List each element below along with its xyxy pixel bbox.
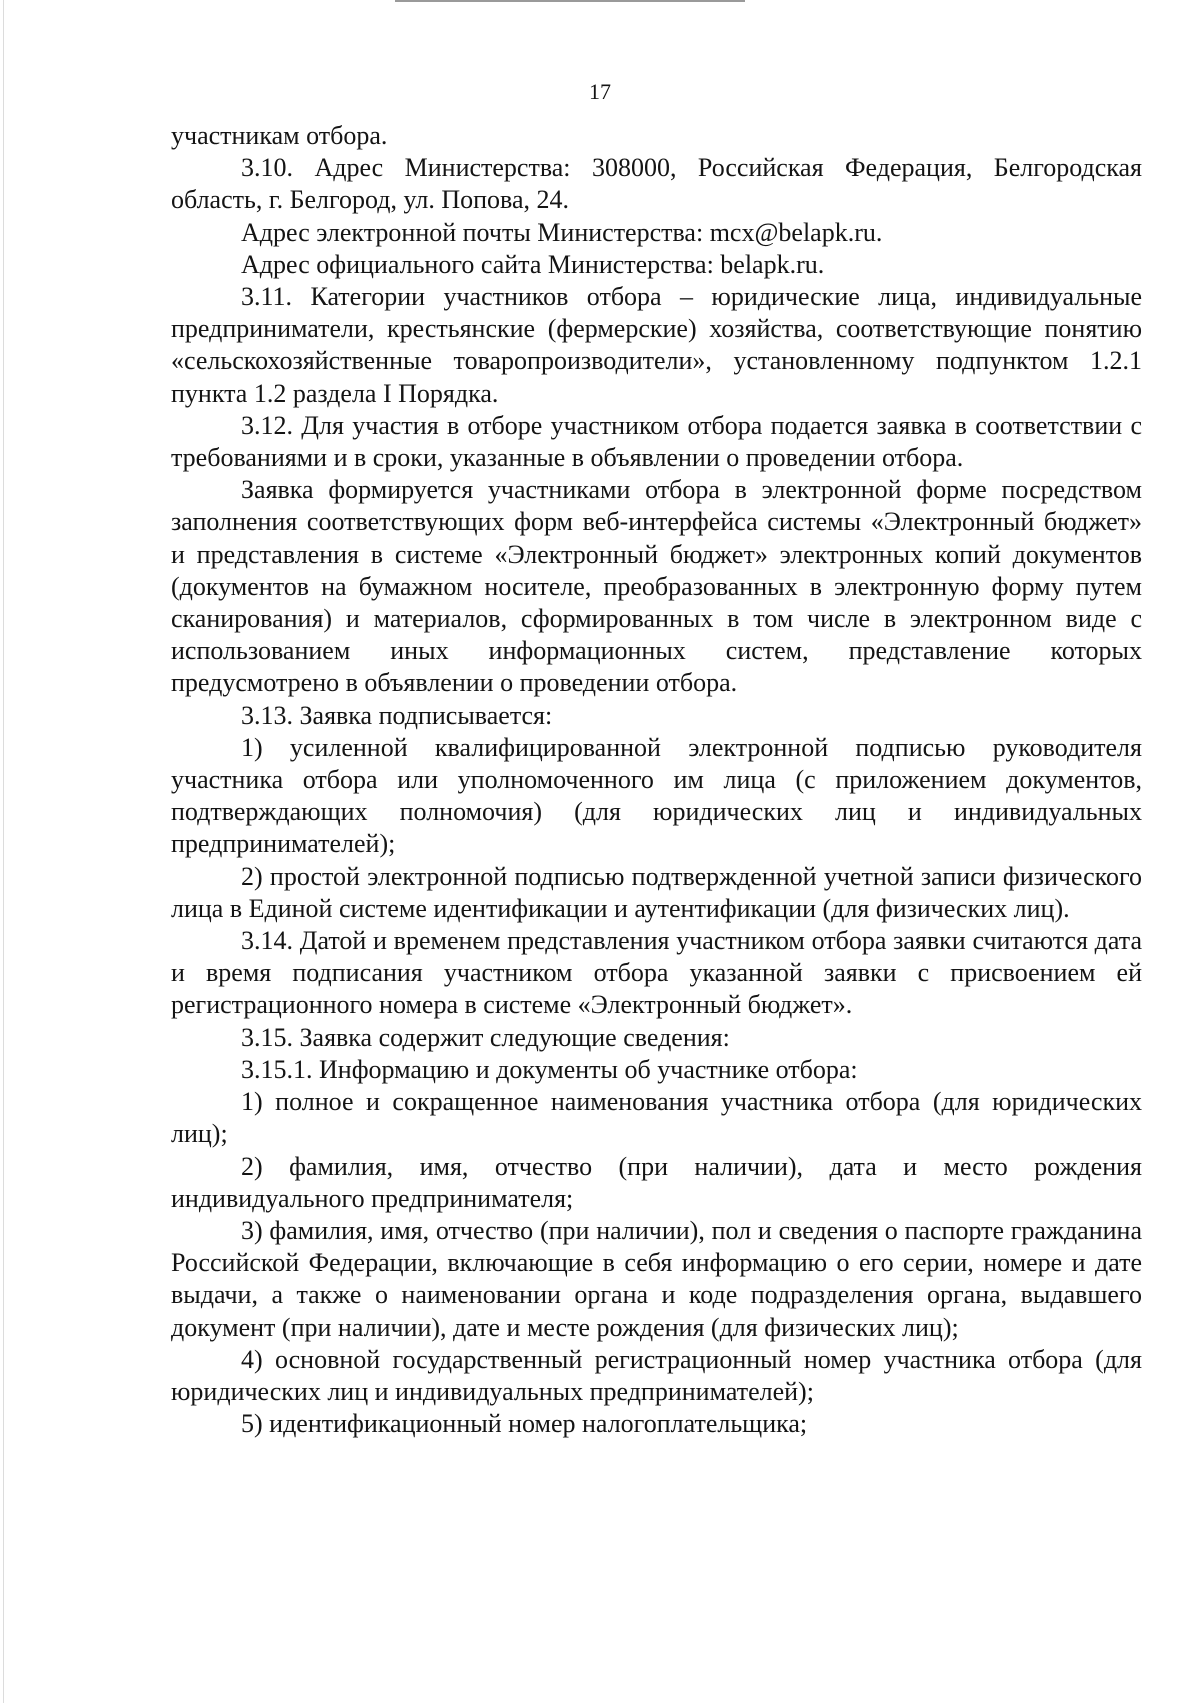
list-item: 2) фамилия, имя, отчество (при наличии), дата и место рождения индивидуального предпринимателя; <box>171 1151 1142 1213</box>
paragraph: Адрес официального сайта Министерства: belapk.ru. <box>241 249 825 279</box>
paragraph: 3.12. Для участия в отборе участником отбора подается заявка в соответствии с требованиями и в сроки, указанные в объявлении о проведении отбора. <box>171 410 1142 473</box>
paragraph: 3.14. Датой и временем представления участником отбора заявки считаются дата и время подписания участником отбора указанной заявки с присвоением ей регистрационного номера в системе «Электронный бюджет». <box>171 926 1142 1020</box>
paragraph: участникам отбора. <box>171 121 388 150</box>
list-item: 1) полное и сокращенное наименования участника отбора (для юридических лиц); <box>171 1087 1142 1149</box>
paragraph: 3.15. Заявка содержит следующие сведения: <box>241 1022 730 1052</box>
scan-edge-line <box>395 0 745 2</box>
paragraph: Адрес электронной почты Министерства: mcx@belapk.ru. <box>241 217 883 247</box>
list-item: 2) простой электронной подписью подтвержденной учетной записи физического лица в Единой системе идентификации и аутентификации (для физических лиц). <box>171 861 1142 923</box>
list-item: 3) фамилия, имя, отчество (при наличии), пол и сведения о паспорте гражданина Российской Федерации, включающие в себя информацию о его серии, номере и дате выдачи, а также о наименовании органа и коде подразделения органа, выдавшего документ (при наличии), дате и месте рождения (для физических лиц); <box>171 1215 1142 1342</box>
list-item: 4) основной государственный регистрационный номер участника отбора (для юридических лиц и индивидуальных предпринимателей); <box>171 1344 1142 1406</box>
page-number: 17 <box>589 79 611 104</box>
list-item: 1) усиленной квалифицированной электронной подписью руководителя участника отбора или уполномоченного им лица (с приложением документов, подтверждающих полномочия) (для юридических лиц и индивидуальных предпринимателей); <box>171 732 1142 859</box>
paragraph: Заявка формируется участниками отбора в электронной форме посредством заполнения соответствующих форм веб-интерфейса системы «Электронный бюджет» и представления в системе «Электронный бюджет» электронных копий документов (документов на бумажном носителе, преобразованных в электронную форму путем сканирования) и материалов, сформированных в том числе в электронном виде с использованием иных информационных систем, представление которых предусмотрено в объявлении о проведении отбора. <box>171 475 1142 698</box>
list-item: 5) идентификационный номер налогоплательщика; <box>241 1409 808 1439</box>
paragraph: 3.15.1. Информацию и документы об участнике отбора: <box>241 1054 858 1084</box>
document-body <box>171 120 1142 1440</box>
scan-left-edge <box>3 0 4 1703</box>
paragraph: 3.13. Заявка подписывается: <box>241 700 553 730</box>
paragraph: 3.10. Адрес Министерства: 308000, Российская Федерация, Белгородская область, г. Белгород, ул. Попова, 24. <box>171 153 1142 215</box>
paragraph: 3.11. Категории участников отбора – юридические лица, индивидуальные предприниматели, крестьянские (фермерские) хозяйства, соответствующие понятию «сельскохозяйственные товаропроизводители», установленному подпунктом 1.2.1 пункта 1.2 раздела I Порядка. <box>171 282 1142 408</box>
